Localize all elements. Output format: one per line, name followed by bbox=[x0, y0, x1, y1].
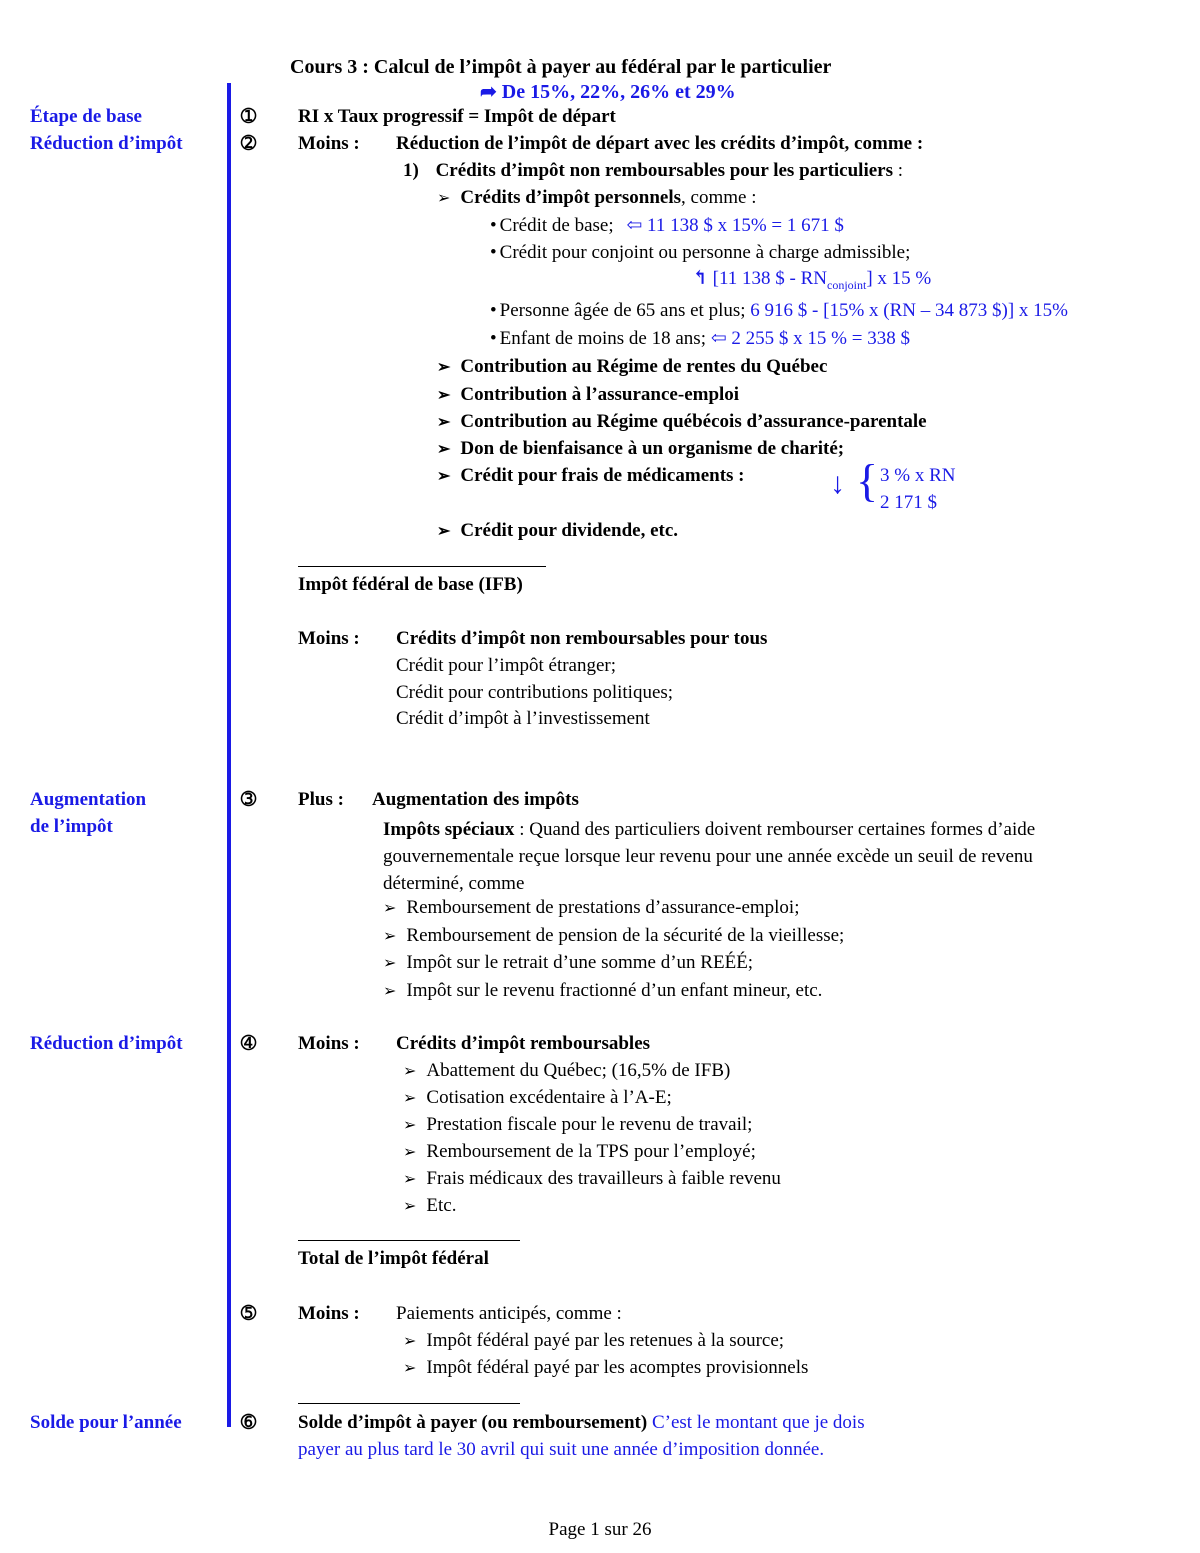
item-text: Frais médicaux des travailleurs à faible revenu bbox=[426, 1168, 781, 1189]
step-number-3: ➂ bbox=[241, 789, 257, 809]
arrowhead-icon: ➢ bbox=[383, 900, 397, 917]
step2-moins-2: Moins : bbox=[298, 628, 360, 649]
arrowhead-icon: ➢ bbox=[383, 983, 397, 1000]
arrowhead-icon: ➢ bbox=[403, 1090, 417, 1107]
personne-agee: Personne âgée de 65 ans et plus; bbox=[499, 300, 746, 321]
sidebar-reduction-1: Réduction d’impôt bbox=[30, 133, 183, 154]
item-text: Contribution à l’assurance-emploi bbox=[460, 384, 740, 405]
step1-formula: RI x Taux progressif = Impôt de départ bbox=[298, 106, 616, 127]
step-number-5: ➄ bbox=[241, 1303, 257, 1323]
arrowhead-icon: ➢ bbox=[383, 955, 397, 972]
list-item bbox=[383, 980, 822, 1003]
list-item bbox=[437, 384, 739, 407]
arrowhead-icon: ➢ bbox=[437, 387, 451, 404]
tous-heading: Crédits d’impôt non remboursables pour tous bbox=[396, 628, 768, 649]
step3-plus: Plus : bbox=[298, 789, 344, 810]
tous-item-1: Crédit pour l’impôt étranger; bbox=[396, 655, 617, 676]
return-arrow-icon: ↰ bbox=[692, 268, 708, 289]
item-text: Impôt sur le retrait d’une somme d’un REÉÉ; bbox=[406, 952, 754, 973]
item-text: Remboursement de la TPS pour l’employé; bbox=[426, 1141, 756, 1162]
arrowhead-icon: ➢ bbox=[437, 190, 451, 207]
list-item bbox=[403, 1330, 784, 1353]
page-footer: Page 1 sur 26 bbox=[548, 1519, 652, 1540]
list-item bbox=[383, 897, 800, 920]
bullet-icon: • bbox=[490, 328, 497, 349]
step3-heading: Augmentation des impôts bbox=[372, 789, 579, 810]
arrowhead-icon: ➢ bbox=[403, 1198, 417, 1215]
solde-heading: Solde d’impôt à payer (ou remboursement) bbox=[298, 1412, 648, 1433]
item-text: Remboursement de prestations d’assurance-emploi; bbox=[406, 897, 800, 918]
solde-line-1 bbox=[298, 1412, 865, 1435]
list-item bbox=[403, 1060, 730, 1083]
personnels-heading: Crédits d’impôt personnels bbox=[460, 187, 682, 208]
speciaux-paragraph bbox=[383, 816, 1103, 897]
arrowhead-icon: ➢ bbox=[437, 359, 451, 376]
sidebar-augmentation-1: Augmentation bbox=[30, 789, 147, 810]
step2-sub1 bbox=[403, 160, 903, 183]
item-text: Impôt fédéral payé par les acomptes provisionnels bbox=[426, 1357, 809, 1378]
divider bbox=[298, 566, 546, 567]
speciaux-text: : Quand des particuliers doivent rembourser certaines formes d’aide gouvernementale reçue lorsque leur revenu pour une année excède un seuil de revenu déterminé, comme bbox=[383, 819, 1036, 894]
conjoint-calc-sub: conjoint bbox=[827, 277, 867, 292]
list-item bbox=[403, 1087, 672, 1110]
credit-conjoint: Crédit pour conjoint ou personne à charge admissible; bbox=[499, 242, 911, 263]
sub1-number: 1) bbox=[403, 160, 419, 181]
item-text: Remboursement de pension de la sécurité de la vieillesse; bbox=[406, 925, 845, 946]
sidebar-augmentation-2: de l’impôt bbox=[30, 816, 113, 837]
bullet-icon: • bbox=[490, 300, 497, 321]
conjoint-calc-line bbox=[692, 268, 931, 292]
subtitle-text: De 15%, 22%, 26% et 29% bbox=[501, 81, 736, 103]
arrowhead-icon: ➢ bbox=[403, 1171, 417, 1188]
credit-conjoint-line bbox=[490, 242, 910, 265]
down-arrow-icon: ↓ bbox=[830, 467, 845, 500]
enfant-calc: ⇦ 2 255 $ x 15 % = 338 $ bbox=[710, 328, 910, 349]
credit-base-line bbox=[490, 215, 844, 238]
sub1-heading: Crédits d’impôt non remboursables pour les particuliers bbox=[435, 160, 893, 181]
sidebar-divider bbox=[227, 83, 231, 1427]
tous-item-3: Crédit d’impôt à l’investissement bbox=[396, 708, 650, 729]
solde-note-1: C’est le montant que je dois bbox=[647, 1412, 865, 1433]
arrowhead-icon: ➢ bbox=[383, 928, 397, 945]
item-text: Impôt fédéral payé par les retenues à la source; bbox=[426, 1330, 785, 1351]
sub1-colon: : bbox=[893, 160, 904, 181]
ifb-label: Impôt fédéral de base (IFB) bbox=[298, 574, 523, 595]
conjoint-calc-pre: [11 138 $ - RN bbox=[712, 268, 828, 289]
list-item bbox=[437, 465, 745, 488]
list-item bbox=[437, 356, 827, 379]
list-item bbox=[383, 925, 844, 948]
arrowhead-icon: ➢ bbox=[437, 468, 451, 485]
arrowhead-icon: ➢ bbox=[403, 1333, 417, 1350]
list-item bbox=[437, 438, 844, 461]
tous-item-2: Crédit pour contributions politiques; bbox=[396, 682, 674, 703]
item-text: Prestation fiscale pour le revenu de travail; bbox=[426, 1114, 753, 1135]
credit-base: Crédit de base; bbox=[499, 215, 614, 236]
personnels-rest: , comme : bbox=[681, 187, 757, 208]
list-item bbox=[403, 1141, 756, 1164]
item-text: Contribution au Régime québécois d’assurance-parentale bbox=[460, 411, 927, 432]
sidebar-etape-base: Étape de base bbox=[30, 106, 142, 127]
total-label: Total de l’impôt fédéral bbox=[298, 1248, 489, 1269]
bullet-icon: • bbox=[490, 242, 497, 263]
list-item bbox=[383, 952, 753, 975]
arrowhead-icon: ➢ bbox=[403, 1117, 417, 1134]
list-item bbox=[403, 1357, 808, 1380]
item-text: Abattement du Québec; (16,5% de IFB) bbox=[426, 1060, 731, 1081]
step2-heading: Réduction de l’impôt de départ avec les crédits d’impôt, comme : bbox=[396, 133, 924, 154]
item-text: Impôt sur le revenu fractionné d’un enfant mineur, etc. bbox=[406, 980, 823, 1001]
subtitle bbox=[480, 80, 736, 104]
step5-heading: Paiements anticipés, comme : bbox=[396, 1303, 622, 1324]
conjoint-calc-post: ] x 15 % bbox=[866, 268, 932, 289]
arrowhead-icon: ➢ bbox=[403, 1360, 417, 1377]
item-text: Crédit pour dividende, etc. bbox=[460, 520, 679, 541]
item-text: Don de bienfaisance à un organisme de charité; bbox=[460, 438, 845, 459]
item-text: Etc. bbox=[426, 1195, 457, 1216]
speciaux-label: Impôts spéciaux bbox=[383, 819, 515, 840]
personne-agee-line bbox=[490, 300, 1068, 323]
medic-option-2: 2 171 $ bbox=[880, 492, 937, 513]
page-title: Cours 3 : Calcul de l’impôt à payer au fédéral par le particulier bbox=[290, 56, 832, 78]
item-text: Crédit pour frais de médicaments : bbox=[460, 465, 745, 486]
personnels-line bbox=[437, 187, 756, 210]
solde-note-2: payer au plus tard le 30 avril qui suit une année d’imposition donnée. bbox=[298, 1439, 825, 1460]
divider bbox=[298, 1403, 520, 1404]
personne-agee-calc: 6 916 $ - [15% x (RN – 34 873 $)] x 15% bbox=[750, 300, 1068, 321]
arrowhead-icon: ➢ bbox=[437, 523, 451, 540]
list-item bbox=[403, 1114, 752, 1137]
step5-moins: Moins : bbox=[298, 1303, 360, 1324]
brace-icon: { bbox=[856, 455, 879, 506]
arrowhead-icon: ➢ bbox=[403, 1144, 417, 1161]
item-text: Cotisation excédentaire à l’A-E; bbox=[426, 1087, 672, 1108]
item-text: Contribution au Régime de rentes du Québec bbox=[460, 356, 828, 377]
bullet-icon: • bbox=[490, 215, 497, 236]
list-item bbox=[437, 411, 927, 434]
sidebar-solde: Solde pour l’année bbox=[30, 1412, 182, 1433]
sidebar-reduction-2: Réduction d’impôt bbox=[30, 1033, 183, 1054]
arrowhead-icon: ➢ bbox=[437, 414, 451, 431]
list-item bbox=[403, 1195, 456, 1218]
step2-moins: Moins : bbox=[298, 133, 360, 154]
arrowhead-icon: ➢ bbox=[437, 441, 451, 458]
divider bbox=[298, 1240, 520, 1241]
enfant: Enfant de moins de 18 ans; bbox=[499, 328, 706, 349]
step-number-1: ➀ bbox=[241, 106, 257, 126]
enfant-line bbox=[490, 328, 910, 351]
medic-option-1: 3 % x RN bbox=[880, 465, 956, 486]
step4-heading: Crédits d’impôt remboursables bbox=[396, 1033, 651, 1054]
step-number-6: ➅ bbox=[241, 1412, 257, 1432]
step-number-4: ➃ bbox=[241, 1033, 257, 1053]
list-item bbox=[437, 520, 678, 543]
credit-base-calc: ⇦ 11 138 $ x 15% = 1 671 $ bbox=[626, 215, 844, 236]
step4-moins: Moins : bbox=[298, 1033, 360, 1054]
arrowhead-icon: ➢ bbox=[403, 1063, 417, 1080]
list-item bbox=[403, 1168, 781, 1191]
curved-arrow-icon: ➦ bbox=[480, 81, 497, 103]
step-number-2: ➁ bbox=[241, 133, 257, 153]
